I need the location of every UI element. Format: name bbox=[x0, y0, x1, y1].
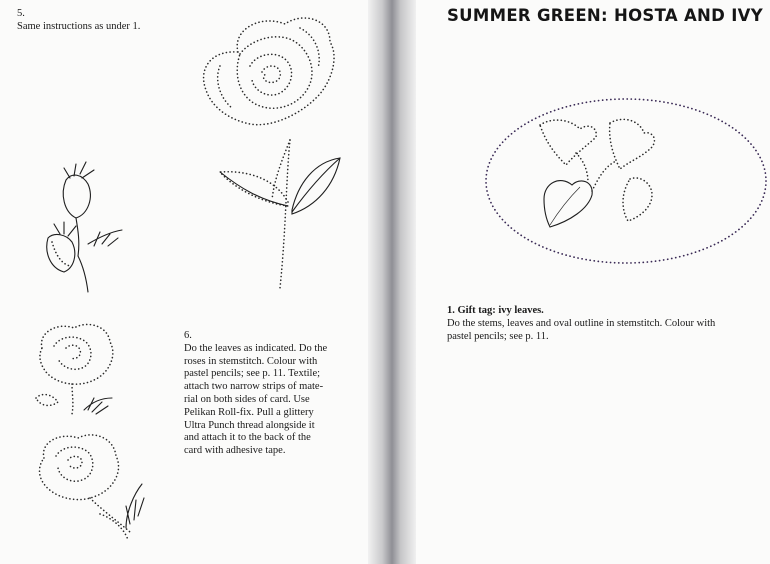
middle-rose-illustration bbox=[32, 318, 142, 428]
section-6-line: Pelikan Roll-fix. Pull a glittery bbox=[184, 406, 314, 418]
section-6-number: 6. bbox=[184, 330, 192, 341]
section-6 bbox=[184, 330, 364, 458]
rose-stem-illustration bbox=[180, 10, 360, 300]
section-6-line: attach two narrow strips of mate- bbox=[184, 381, 324, 393]
section-6-line: roses in stemstitch. Colour with bbox=[184, 355, 318, 367]
rose-head-outline bbox=[204, 18, 334, 125]
section-5 bbox=[17, 8, 140, 34]
section-6-line: Do the leaves as indicated. Do the bbox=[184, 342, 328, 354]
section-6-line: Ultra Punch thread alongside it bbox=[184, 419, 315, 431]
section-6-line: and attach it to the back of the bbox=[184, 432, 311, 444]
gift-tag-instructions bbox=[447, 305, 767, 343]
page-title: SUMMER GREEN: HOSTA AND IVY bbox=[447, 6, 763, 25]
section-6-line: pastel pencils; see p. 11. Textile; bbox=[184, 368, 321, 380]
section-5-number: 5. bbox=[17, 8, 25, 19]
book-gutter bbox=[368, 0, 416, 564]
tag-oval-outline bbox=[486, 99, 766, 263]
rosebud-sprig-illustration bbox=[30, 160, 140, 300]
section-6-line: rial on both sides of card. Use bbox=[184, 393, 310, 405]
ivy-gift-tag-illustration bbox=[480, 95, 770, 275]
section-5-text: Same instructions as under 1. bbox=[17, 20, 141, 32]
gift-tag-heading: 1. Gift tag: ivy leaves. bbox=[447, 305, 544, 316]
gift-tag-line: pastel pencils; see p. 11. bbox=[447, 330, 549, 342]
rose-stem-and-leaves bbox=[220, 140, 340, 288]
gift-tag-line: Do the stems, leaves and oval outline in stemstitch. Colour with bbox=[447, 317, 716, 329]
section-6-line: card with adhesive tape. bbox=[184, 445, 286, 457]
ivy-leaves bbox=[540, 119, 654, 227]
right-page bbox=[400, 0, 770, 564]
bottom-rose-illustration bbox=[30, 428, 160, 548]
